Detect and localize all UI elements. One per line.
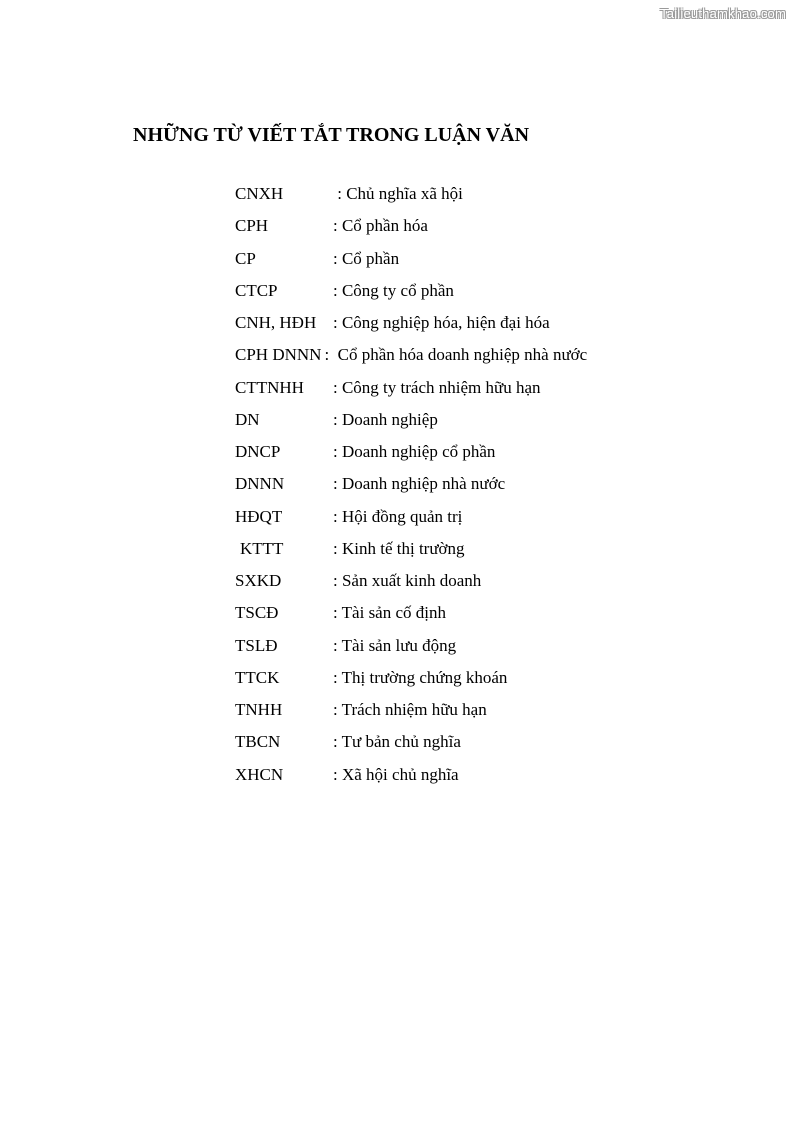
abbreviation-definition: : Cổ phần hóa bbox=[333, 216, 428, 236]
list-item bbox=[235, 762, 587, 794]
abbreviation-term: CTTNHH bbox=[235, 377, 304, 397]
list-item bbox=[235, 568, 587, 600]
abbreviation-term: CPH bbox=[235, 216, 269, 236]
list-item bbox=[235, 407, 587, 439]
abbreviation-definition: : Công ty trách nhiệm hữu hạn bbox=[333, 377, 541, 397]
abbreviation-term: TBCN bbox=[235, 732, 281, 752]
abbreviation-definition: : Xã hội chủ nghĩa bbox=[333, 764, 459, 784]
watermark-text: Tailieuthamkhao.com bbox=[660, 6, 786, 21]
list-item bbox=[235, 213, 587, 245]
abbreviation-term: XHCN bbox=[235, 764, 284, 784]
abbreviation-term: HĐQT bbox=[235, 506, 283, 526]
abbreviation-definition: : Thị trường chứng khoán bbox=[333, 667, 508, 687]
list-item bbox=[235, 278, 587, 310]
list-item bbox=[235, 181, 587, 213]
page-title: NHỮNG TỪ VIẾT TẮT TRONG LUẬN VĂN bbox=[133, 124, 530, 146]
abbreviation-definition: : Doanh nghiệp nhà nước bbox=[333, 474, 506, 494]
abbreviation-term: SXKD bbox=[235, 571, 282, 590]
list-item bbox=[235, 439, 587, 471]
abbreviation-term: CTCP bbox=[235, 280, 278, 300]
abbreviation-list bbox=[235, 181, 587, 794]
abbreviation-definition: : Trách nhiệm hữu hạn bbox=[333, 700, 487, 719]
list-item bbox=[235, 342, 587, 374]
list-item bbox=[235, 665, 587, 697]
abbreviation-definition: : Tư bản chủ nghĩa bbox=[333, 732, 461, 752]
abbreviation-definition: : Chủ nghĩa xã hội bbox=[333, 184, 463, 203]
abbreviation-term: CPH DNNN bbox=[235, 345, 322, 365]
abbreviation-definition: : Công nghiệp hóa, hiện đại hóa bbox=[333, 313, 550, 332]
abbreviation-definition: : Cổ phần bbox=[333, 248, 400, 268]
abbreviation-term: CP bbox=[235, 248, 256, 268]
list-item bbox=[235, 246, 587, 278]
abbreviation-definition: : Sản xuất kinh doanh bbox=[333, 571, 482, 590]
abbreviation-term: TSLĐ bbox=[235, 635, 278, 655]
abbreviation-term: TNHH bbox=[235, 700, 283, 719]
abbreviation-definition: : Doanh nghiệp cổ phần bbox=[333, 442, 496, 461]
abbreviation-term: KTTT bbox=[240, 538, 284, 558]
abbreviation-term: TTCK bbox=[235, 667, 280, 687]
abbreviation-term: CNH, HĐH bbox=[235, 313, 317, 332]
abbreviation-definition: : Tài sản cố định bbox=[333, 603, 446, 623]
list-item bbox=[235, 471, 587, 503]
abbreviation-term: TSCĐ bbox=[235, 603, 279, 623]
abbreviation-term: CNXH bbox=[235, 184, 284, 203]
abbreviation-term: DNCP bbox=[235, 442, 281, 461]
list-item bbox=[235, 536, 587, 568]
abbreviation-definition: : Hội đồng quản trị bbox=[333, 506, 463, 526]
list-item bbox=[235, 600, 587, 632]
abbreviation-definition: : Công ty cổ phần bbox=[333, 280, 454, 300]
abbreviation-definition: : Kinh tế thị trường bbox=[333, 538, 465, 558]
list-item bbox=[235, 697, 587, 729]
abbreviation-term: DNNN bbox=[235, 474, 285, 494]
list-item bbox=[235, 504, 587, 536]
list-item bbox=[235, 375, 587, 407]
abbreviation-term: DN bbox=[235, 409, 260, 429]
list-item bbox=[235, 633, 587, 665]
list-item bbox=[235, 729, 587, 761]
abbreviation-definition: : Doanh nghiệp bbox=[333, 409, 438, 429]
abbreviation-definition: : Cổ phần hóa doanh nghiệp nhà nước bbox=[324, 345, 588, 365]
abbreviation-definition: : Tài sản lưu động bbox=[333, 635, 457, 655]
list-item bbox=[235, 310, 587, 342]
